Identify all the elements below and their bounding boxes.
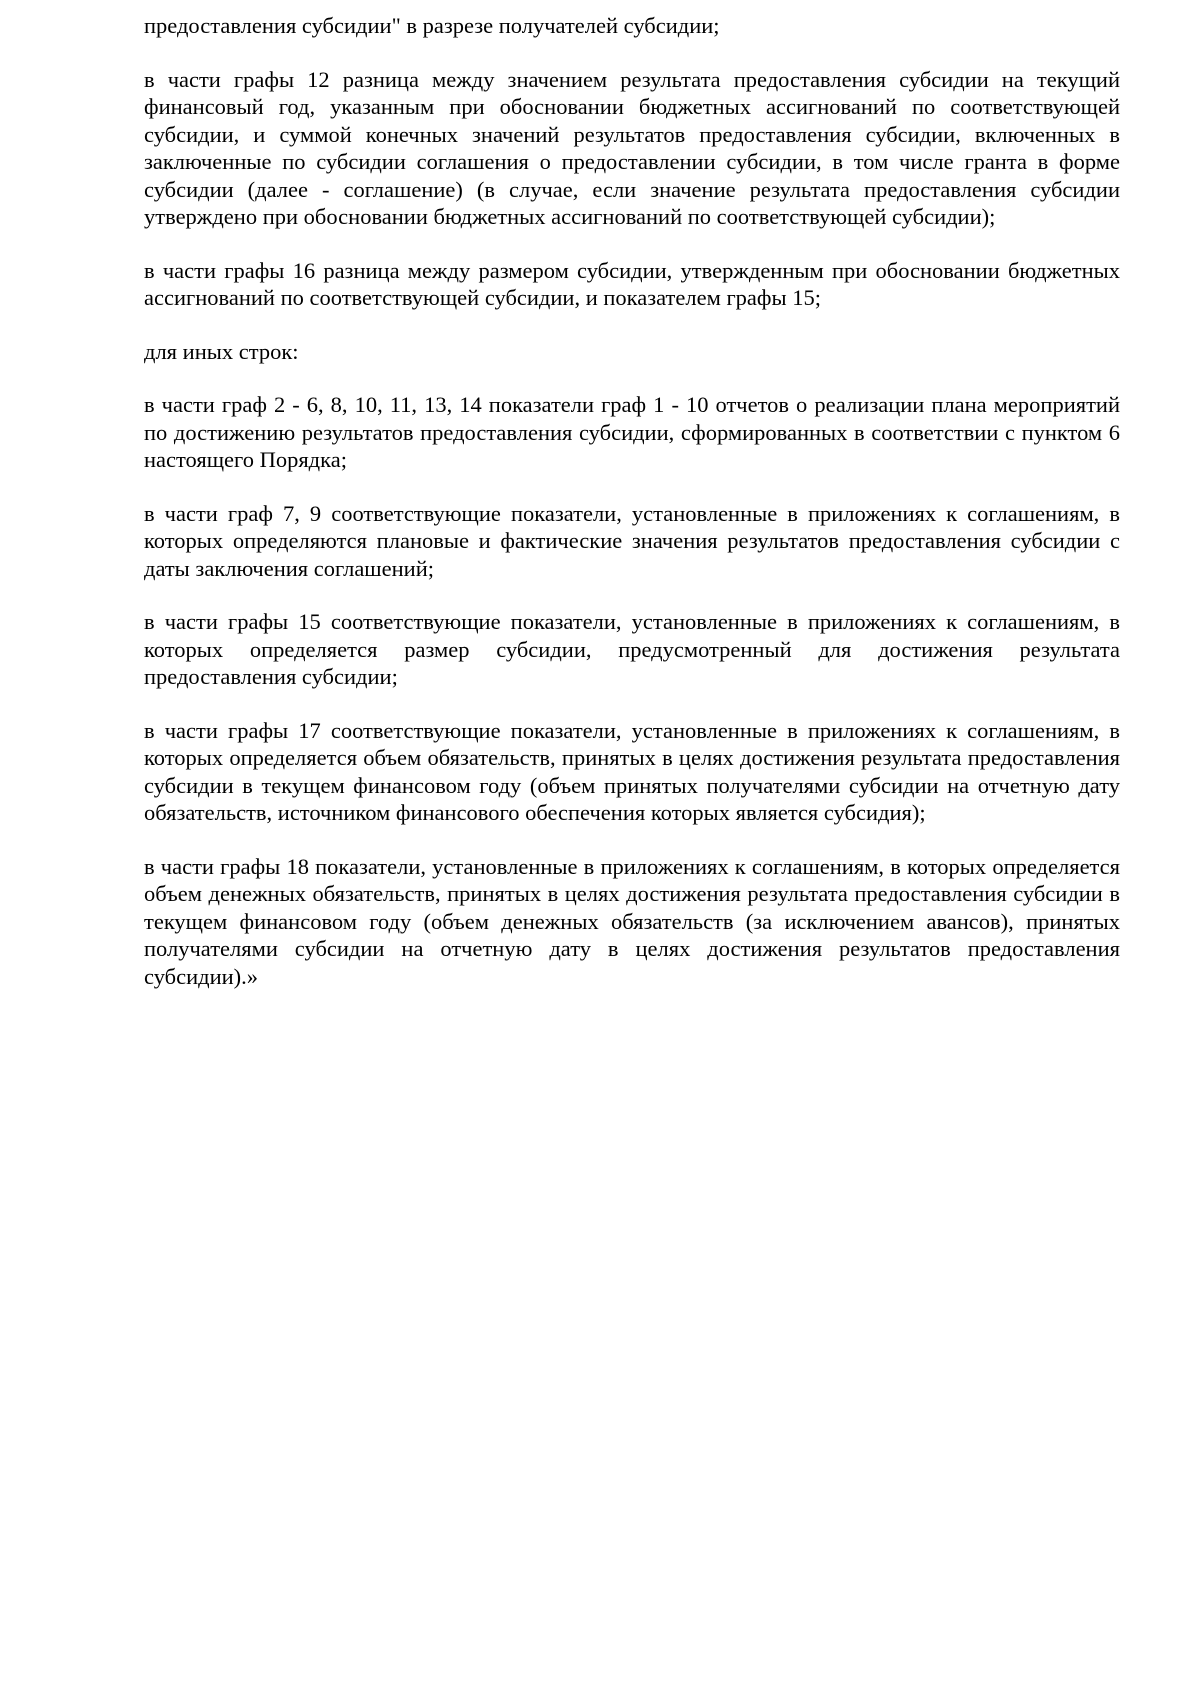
paragraph-column-16: в части графы 16 разница между размером субсидии, утвержденным при обосновании бюджетных ассигнований по соответствующей субсидии, и показателем графы 15; <box>144 257 1120 310</box>
document-page <box>144 12 1120 1016</box>
paragraph-columns-7-9: в части граф 7, 9 соответствующие показатели, установленные в приложениях к соглашениям, в которых определяются плановые и фактические значения результатов предоставления субсидии с даты заключения соглашений; <box>144 500 1120 581</box>
paragraph-column-12: в части графы 12 разница между значением результата предоставления субсидии на текущий финансовый год, указанным при обосновании бюджетных ассигнований по соответствующей субсидии, и суммой конечных значений результатов предоставления субсидии, включенных в заключенные по субсидии соглашения о предоставлении субсидии, в том числе гранта в форме субсидии (далее - соглашение) (в случае, если значение результата предоставления субсидии утверждено при обосновании бюджетных ассигнований по соответствующей субсидии); <box>144 66 1120 229</box>
paragraph-continuation: предоставления субсидии" в разрезе получателей субсидии; <box>144 13 720 38</box>
paragraph-column-15: в части графы 15 соответствующие показатели, установленные в приложениях к соглашениям, в которых определяется размер субсидии, предусмотренный для достижения результата предоставления субсидии; <box>144 609 1120 689</box>
paragraph-column-18: в части графы 18 показатели, установленные в приложениях к соглашениям, в которых определяется объем денежных обязательств, принятых в целях достижения результата предоставления субсидии в текущем финансовом году (объем денежных обязательств (за исключением авансов), принятых получателями субсидии на отчетную дату в целях достижения результатов предоставления субсидии).» <box>144 853 1120 989</box>
paragraph-column-17: в части графы 17 соответствующие показатели, установленные в приложениях к соглашениям, в которых определяется объем обязательств, принятых в целях достижения результата предоставления субсидии в текущем финансовом году (объем принятых получателями субсидии на отчетную дату обязательств, источником финансового обеспечения которых является субсидия); <box>144 717 1120 825</box>
paragraph-columns-2-14: в части граф 2 - 6, 8, 10, 11, 13, 14 показатели граф 1 - 10 отчетов о реализации плана мероприятий по достижению результатов предоставления субсидии, сформированных в соответствии с пунктом 6 настоящего Порядка; <box>144 392 1120 472</box>
paragraph-other-rows: для иных строк: <box>144 338 299 364</box>
